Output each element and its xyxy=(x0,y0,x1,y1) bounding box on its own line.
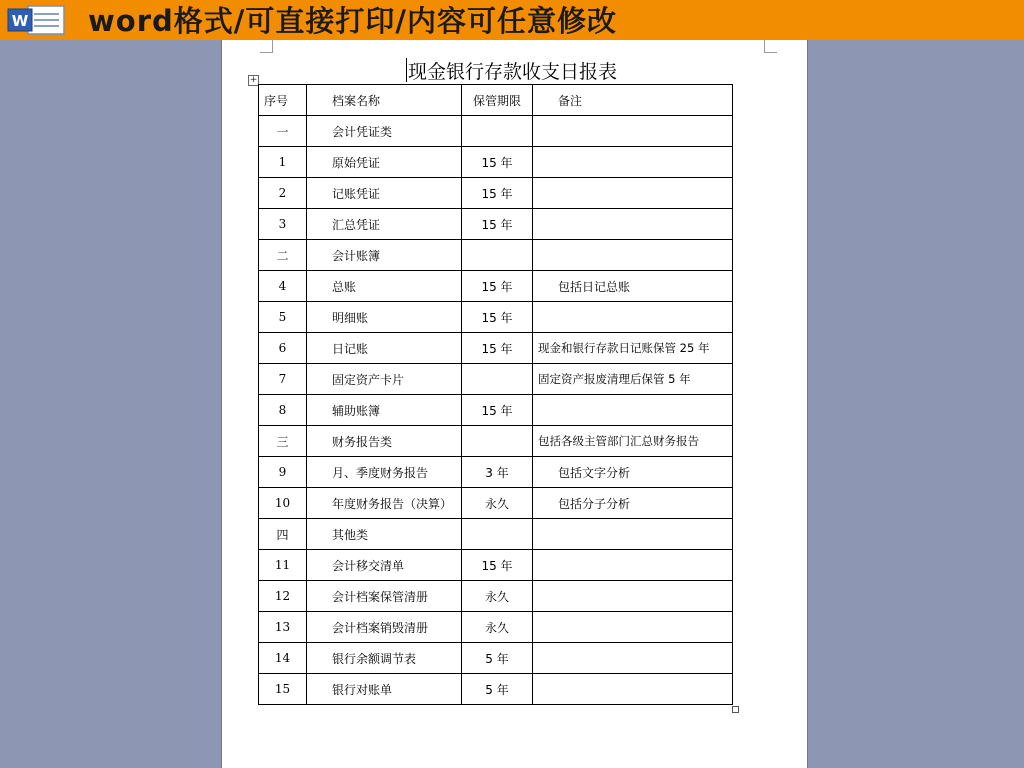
column-header-note[interactable]: 备注 xyxy=(533,85,733,116)
table-row xyxy=(259,643,733,674)
cell-no[interactable]: 13 xyxy=(259,612,307,643)
cell-term[interactable]: 15 年 xyxy=(462,550,533,581)
cell-name[interactable]: 月、季度财务报告 xyxy=(307,457,462,488)
cell-no[interactable]: 2 xyxy=(259,178,307,209)
column-header-no[interactable]: 序号 xyxy=(259,85,307,116)
cell-term[interactable] xyxy=(462,364,533,395)
cell-no[interactable]: 12 xyxy=(259,581,307,612)
cell-term[interactable]: 5 年 xyxy=(462,674,533,705)
cell-no[interactable]: 二 xyxy=(259,240,307,271)
cell-name[interactable]: 银行余额调节表 xyxy=(307,643,462,674)
table-resize-handle[interactable] xyxy=(732,706,739,713)
cell-note[interactable] xyxy=(533,674,733,705)
cell-name[interactable]: 记账凭证 xyxy=(307,178,462,209)
table-body xyxy=(259,116,733,705)
document-page[interactable] xyxy=(221,40,808,768)
cell-note[interactable]: 包括日记总账 xyxy=(533,271,733,302)
cell-note[interactable] xyxy=(533,116,733,147)
cell-name[interactable]: 银行对账单 xyxy=(307,674,462,705)
archive-table[interactable] xyxy=(258,84,733,705)
table-row xyxy=(259,457,733,488)
table-row xyxy=(259,271,733,302)
cell-term[interactable]: 15 年 xyxy=(462,302,533,333)
cell-note[interactable]: 包括分子分析 xyxy=(533,488,733,519)
cell-term[interactable] xyxy=(462,240,533,271)
cell-name[interactable]: 会计移交清单 xyxy=(307,550,462,581)
cell-note[interactable] xyxy=(533,240,733,271)
cell-name[interactable]: 会计档案保管清册 xyxy=(307,581,462,612)
table-row xyxy=(259,302,733,333)
table-header-row xyxy=(259,85,733,116)
table-row xyxy=(259,147,733,178)
cell-term[interactable]: 15 年 xyxy=(462,333,533,364)
table-row xyxy=(259,488,733,519)
svg-text:W: W xyxy=(11,12,29,30)
cell-name[interactable]: 辅助账簿 xyxy=(307,395,462,426)
cell-note[interactable] xyxy=(533,581,733,612)
cell-no[interactable]: 三 xyxy=(259,426,307,457)
cell-no[interactable]: 3 xyxy=(259,209,307,240)
table-row xyxy=(259,674,733,705)
cell-no[interactable]: 8 xyxy=(259,395,307,426)
table-row xyxy=(259,426,733,457)
column-header-name[interactable]: 档案名称 xyxy=(307,85,462,116)
cell-name[interactable]: 汇总凭证 xyxy=(307,209,462,240)
cell-name[interactable]: 其他类 xyxy=(307,519,462,550)
page-margin-corner-right xyxy=(764,40,777,53)
word-document-icon xyxy=(6,4,68,36)
cell-name[interactable]: 日记账 xyxy=(307,333,462,364)
banner-slogan: word格式/可直接打印/内容可任意修改 xyxy=(88,4,617,38)
cell-note[interactable] xyxy=(533,612,733,643)
column-header-term[interactable]: 保管期限 xyxy=(462,85,533,116)
cell-name[interactable]: 年度财务报告（决算） xyxy=(307,488,462,519)
cell-term[interactable]: 15 年 xyxy=(462,395,533,426)
cell-note[interactable]: 包括文字分析 xyxy=(533,457,733,488)
cell-name[interactable]: 会计账簿 xyxy=(307,240,462,271)
cell-no[interactable]: 4 xyxy=(259,271,307,302)
table-row xyxy=(259,364,733,395)
table-row xyxy=(259,116,733,147)
cell-no[interactable]: 四 xyxy=(259,519,307,550)
table-row xyxy=(259,581,733,612)
table-row xyxy=(259,519,733,550)
cell-term[interactable]: 永久 xyxy=(462,488,533,519)
cell-no[interactable]: 10 xyxy=(259,488,307,519)
table-row xyxy=(259,240,733,271)
table-row xyxy=(259,209,733,240)
cell-term[interactable]: 永久 xyxy=(462,612,533,643)
cell-no[interactable]: 11 xyxy=(259,550,307,581)
text-cursor xyxy=(406,58,407,82)
cell-term[interactable]: 15 年 xyxy=(462,209,533,240)
cell-note[interactable]: 包括各级主管部门汇总财务报告 xyxy=(533,426,733,457)
table-row xyxy=(259,612,733,643)
cell-name[interactable]: 总账 xyxy=(307,271,462,302)
cell-name[interactable]: 财务报告类 xyxy=(307,426,462,457)
cell-name[interactable]: 原始凭证 xyxy=(307,147,462,178)
cell-note[interactable] xyxy=(533,395,733,426)
table-row xyxy=(259,550,733,581)
cell-note[interactable] xyxy=(533,643,733,674)
cell-term[interactable]: 永久 xyxy=(462,581,533,612)
cell-term[interactable]: 3 年 xyxy=(462,457,533,488)
table-move-handle-icon[interactable]: + xyxy=(249,75,258,85)
cell-note[interactable] xyxy=(533,519,733,550)
cell-term[interactable]: 15 年 xyxy=(462,147,533,178)
cell-no[interactable]: 14 xyxy=(259,643,307,674)
cell-note[interactable] xyxy=(533,550,733,581)
cell-no[interactable]: 9 xyxy=(259,457,307,488)
cell-no[interactable]: 15 xyxy=(259,674,307,705)
document-title[interactable]: 现金银行存款收支日报表 xyxy=(408,61,618,83)
cell-note[interactable] xyxy=(533,147,733,178)
cell-no[interactable]: 一 xyxy=(259,116,307,147)
cell-term[interactable] xyxy=(462,519,533,550)
cell-note[interactable]: 固定资产报废清理后保管 5 年 xyxy=(533,364,733,395)
cell-term[interactable] xyxy=(462,116,533,147)
cell-term[interactable]: 5 年 xyxy=(462,643,533,674)
top-banner xyxy=(0,0,1024,40)
cell-no[interactable]: 5 xyxy=(259,302,307,333)
cell-note[interactable]: 现金和银行存款日记账保管 25 年 xyxy=(533,333,733,364)
table-row xyxy=(259,395,733,426)
table-row xyxy=(259,178,733,209)
table-row xyxy=(259,333,733,364)
cell-term[interactable]: 15 年 xyxy=(462,271,533,302)
cell-note[interactable] xyxy=(533,178,733,209)
cell-name[interactable]: 固定资产卡片 xyxy=(307,364,462,395)
cell-note[interactable] xyxy=(533,209,733,240)
cell-no[interactable]: 7 xyxy=(259,364,307,395)
cell-name[interactable]: 会计档案销毁清册 xyxy=(307,612,462,643)
page-margin-corner-left xyxy=(260,40,273,53)
cell-no[interactable]: 1 xyxy=(259,147,307,178)
cell-note[interactable] xyxy=(533,302,733,333)
cell-name[interactable]: 会计凭证类 xyxy=(307,116,462,147)
cell-no[interactable]: 6 xyxy=(259,333,307,364)
cell-term[interactable]: 15 年 xyxy=(462,178,533,209)
cell-term[interactable] xyxy=(462,426,533,457)
cell-name[interactable]: 明细账 xyxy=(307,302,462,333)
